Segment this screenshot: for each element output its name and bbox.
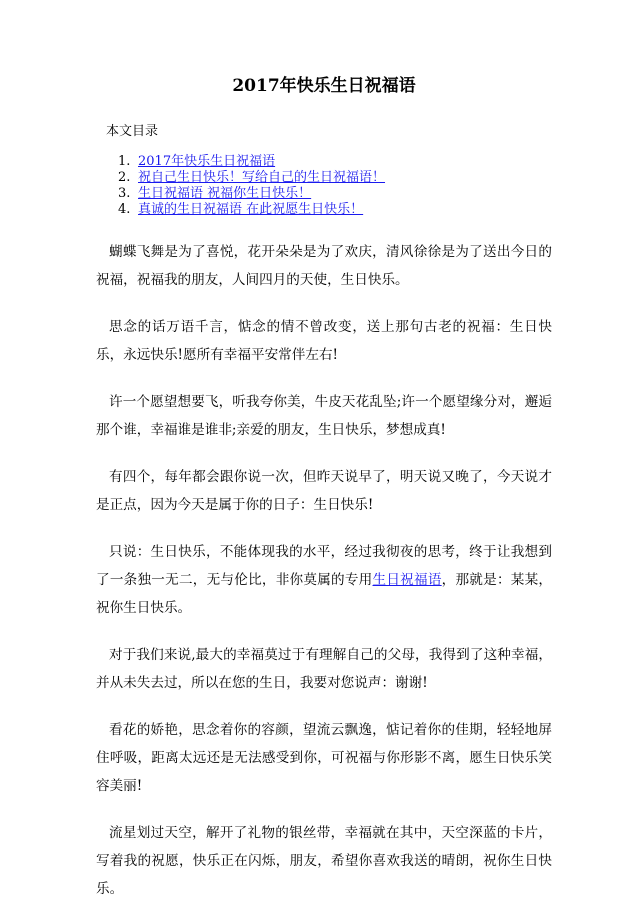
toc-number: 3. (118, 186, 131, 201)
toc-link-3[interactable]: 生日祝福语 祝福你生日快乐！ (138, 186, 312, 201)
toc-number: 1. (118, 154, 131, 169)
body-paragraph: 蝴蝶飞舞是为了喜悦，花开朵朵是为了欢庆，清风徐徐是为了送出今日的祝福，祝福我的朋友，人间四月的天使，生日快乐。 (96, 244, 552, 288)
toc-item (118, 154, 552, 170)
body-paragraph: 对于我们来说,最大的幸福莫过于有理解自己的父母，我得到了这种幸福，并从未失去过，所以在您的生日，我要对您说声：谢谢! (96, 647, 552, 691)
body-paragraph: 流星划过天空，解开了礼物的银丝带，幸福就在其中，天空深蓝的卡片，写着我的祝愿，快乐正在闪烁，朋友，希望你喜欢我送的晴朗，祝你生日快乐。 (96, 825, 552, 897)
toc-number: 2. (118, 170, 131, 185)
body-paragraph: 思念的话万语千言，惦念的情不曾改变，送上那句古老的祝福：生日快乐，永远快乐!愿所有幸福平安常伴左右! (96, 319, 552, 363)
document-title: 2017年快乐生日祝福语 (232, 76, 416, 96)
paragraph-text: 只说：生日快乐，不能体现我的水平，经过我彻夜的思考，终于让我想到了一条独一无二，无与伦比，非你莫属的专用 (96, 544, 552, 588)
table-of-contents (118, 154, 552, 218)
toc-item (118, 170, 552, 186)
body-paragraph (96, 538, 552, 622)
toc-link-2[interactable]: 祝自己生日快乐！写给自己的生日祝福语！ (138, 170, 386, 185)
inline-link-birthday-wishes[interactable]: 生日祝福语 (372, 572, 442, 588)
body-paragraph: 有四个，每年都会跟你说一次，但昨天说早了，明天说又晚了，今天说才是正点，因为今天是属于你的日子：生日快乐! (96, 469, 552, 513)
toc-number: 4. (118, 202, 131, 217)
toc-link-1[interactable]: 2017年快乐生日祝福语 (138, 154, 276, 169)
paragraph-text: ，那就是：某某，祝你生日快乐。 (96, 572, 553, 616)
body-paragraph: 许一个愿望想要飞，听我夸你美，牛皮天花乱坠;许一个愿望缘分对，邂逅那个谁，幸福谁是谁非;亲爱的朋友，生日快乐，梦想成真! (96, 394, 552, 438)
body-paragraph: 看花的娇艳，思念着你的容颜，望流云飘逸，惦记着你的佳期，轻轻地屏住呼吸，距离太远还是无法感受到你，可祝福与你形影不离，愿生日快乐笑容美丽! (96, 722, 552, 794)
toc-heading: 本文目录 (106, 124, 159, 139)
toc-item (118, 202, 552, 218)
toc-link-4[interactable]: 真诚的生日祝福语 在此祝愿生日快乐！ (138, 202, 364, 217)
toc-item (118, 186, 552, 202)
